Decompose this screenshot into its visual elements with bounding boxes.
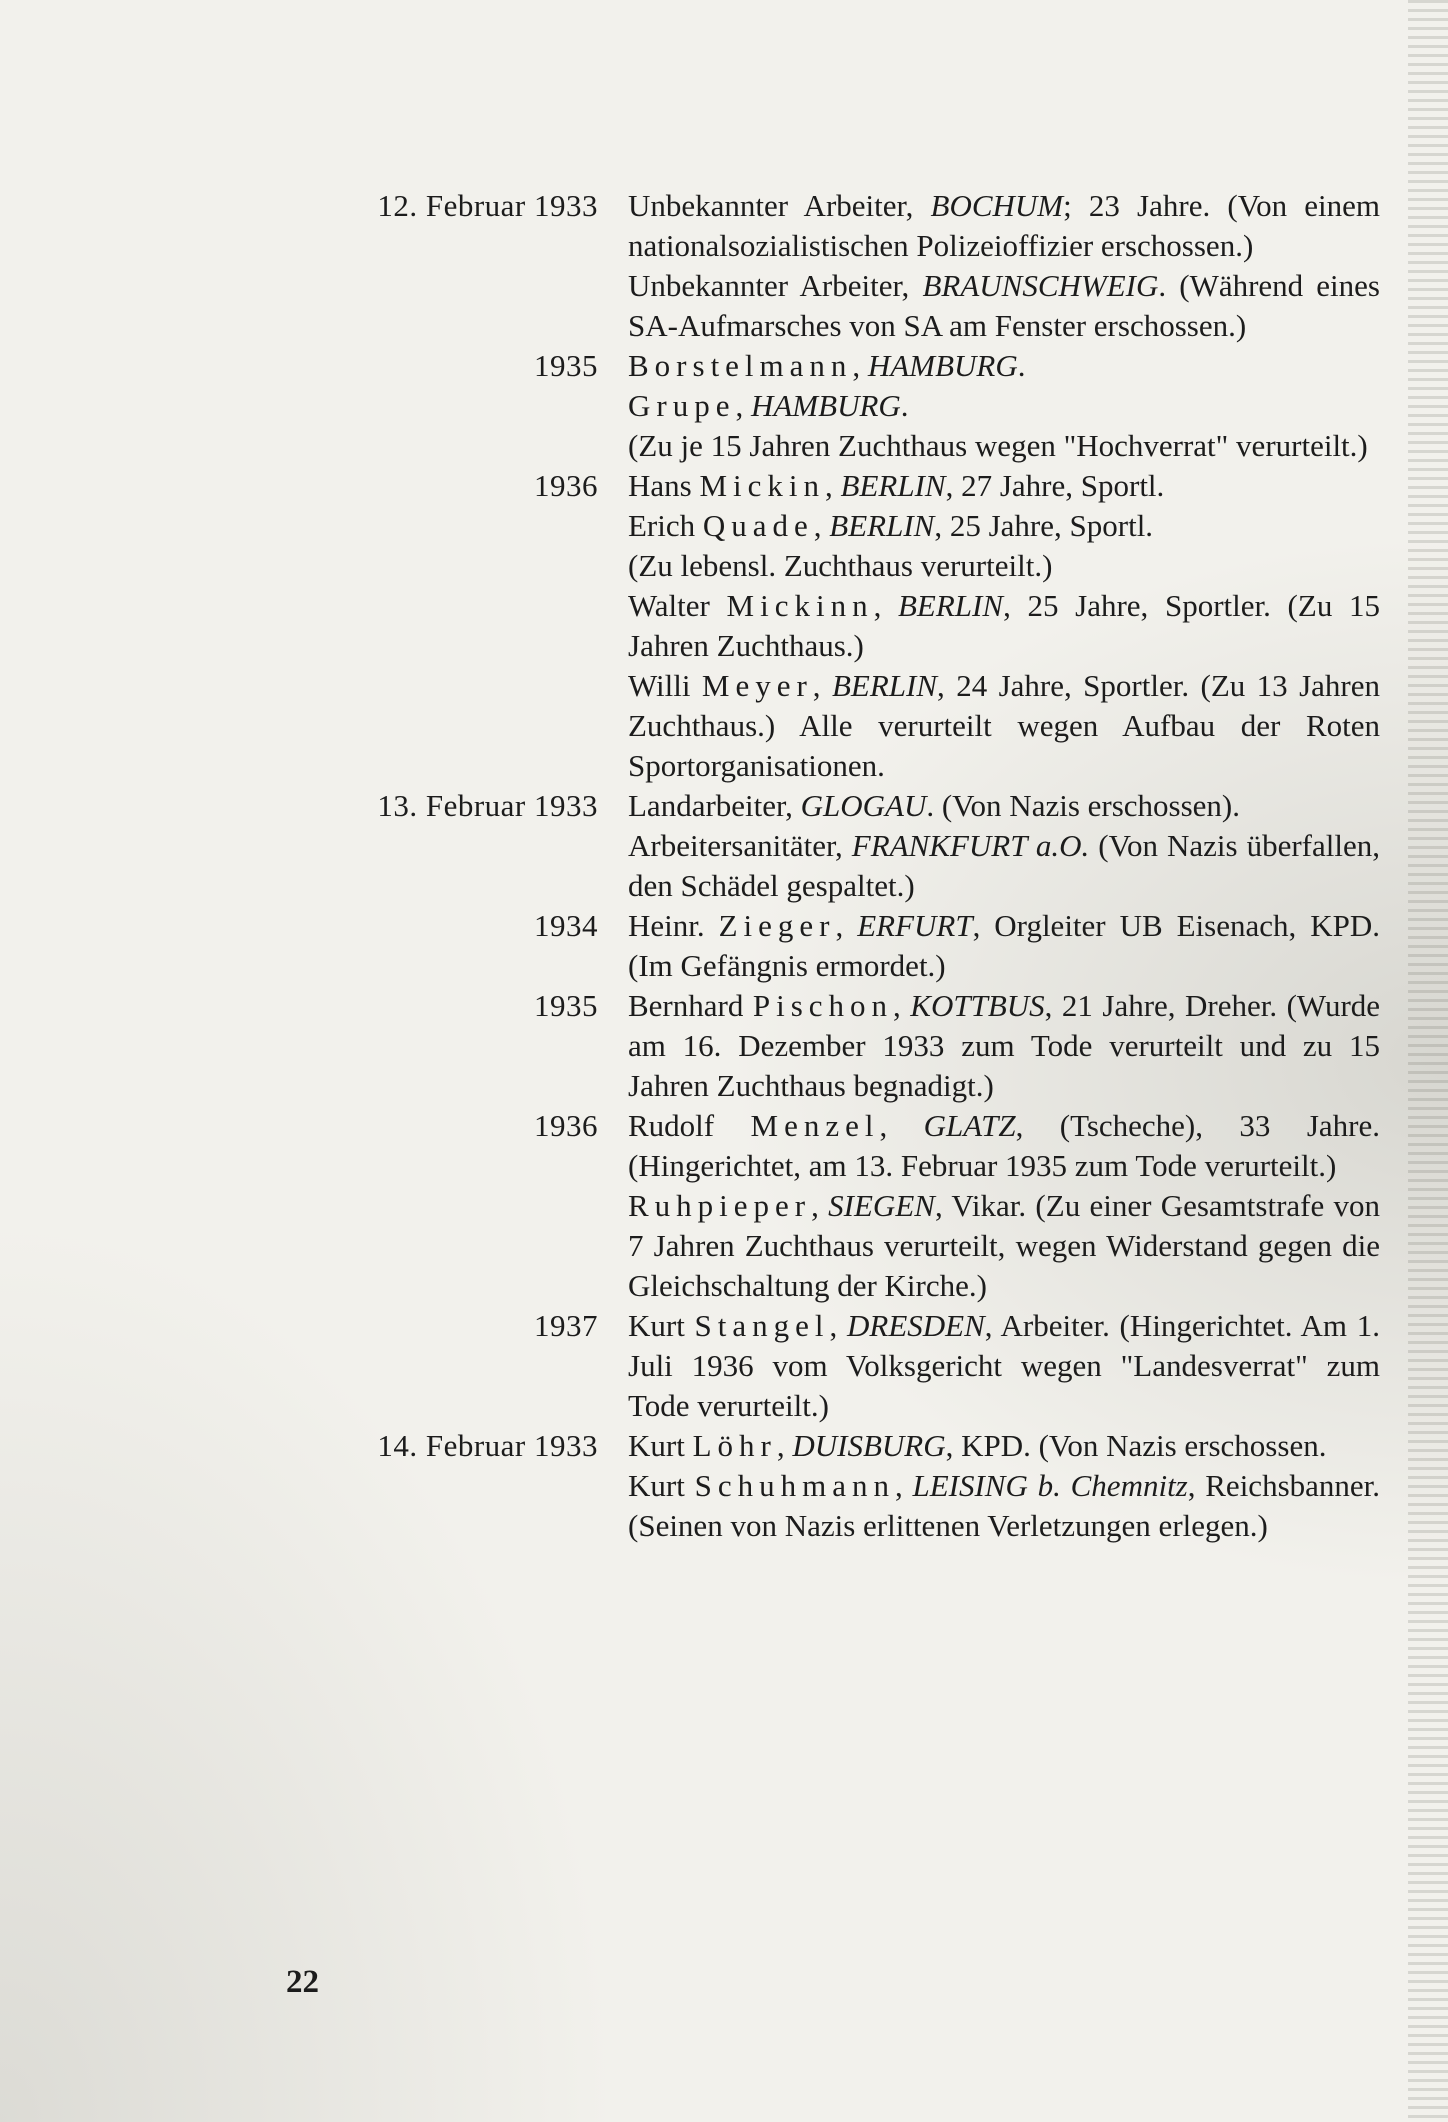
entry-date: 1935 [534,348,598,383]
text-run: , 27 Jahre, Sportl. [945,468,1165,503]
entry-text [628,466,1392,786]
text-run: Kurt [628,1468,695,1503]
text-run: . (Von Nazis erschossen). [926,788,1241,823]
entry-text [628,186,1392,346]
entry-paragraph [628,986,1380,1106]
entry-text [628,986,1392,1106]
text-run: , [776,1428,793,1463]
entry-text [628,906,1392,986]
chronology-entry [282,1306,1392,1426]
entry-paragraph [628,1466,1380,1546]
text-run: , [813,508,830,543]
person-name: Ruhpieper [628,1188,812,1223]
entry-paragraph [628,1186,1380,1306]
chronology-entry [282,906,1392,986]
entry-paragraph [628,266,1380,346]
text-run: , KPD. (Von Nazis erschossen. [945,1428,1327,1463]
text-run: . (Während eines SA-Aufmarsches von SA am Fenster erschossen.) [628,268,1380,343]
text-run: , [829,1308,847,1343]
place-name: ERFURT [857,908,973,943]
entry-date: 1935 [534,988,598,1023]
entry-paragraph [628,386,1380,426]
entry-date: 13. Februar 1933 [377,788,598,823]
place-name: BOCHUM [930,188,1064,223]
place-name: FRANKFURT a.O. [851,828,1090,863]
page-edge-shadow [1408,0,1448,2122]
text-run: Unbekannter Arbeiter, [628,268,923,303]
text-run: , Vikar. (Zu einer Gesamtstrafe von 7 Jahren Zuchthaus verurteilt, wegen Widerstand gegen die Gleichschaltung der Kirche.) [628,1188,1381,1303]
person-name: Stangel [694,1308,830,1343]
entry-paragraph [628,906,1380,986]
text-run: Unbekannter Arbeiter, [628,188,931,223]
text-run: , 24 Jahre, Sportler. (Zu 13 Jahren Zuchthaus.) Alle verurteilt wegen Aufbau der Roten Sportorganisationen. [628,668,1380,783]
chronology-entry [282,186,1392,346]
text-run: , Orgleiter UB Eisenach, KPD. (Im Gefängnis ermordet.) [628,908,1380,983]
text-run: (Von Nazis überfallen, den Schädel gespaltet.) [628,828,1380,903]
text-run: Walter [628,588,727,623]
text-run: . [900,388,909,423]
entry-date: 1936 [534,468,598,503]
entry-paragraph [628,346,1380,386]
place-name: HAMBURG [867,348,1018,383]
entry-text [628,786,1392,906]
entry-paragraph [628,1306,1380,1426]
entry-date: 1934 [534,908,598,943]
place-name: KOTTBUS [910,988,1045,1023]
entry-paragraph [628,506,1380,546]
entry-date: 1936 [534,1108,598,1143]
text-run: , [811,1188,829,1223]
chronology-entry [282,466,1392,786]
place-name: GLATZ [923,1108,1016,1143]
chronology-list [282,186,1392,1546]
entry-text [628,1306,1392,1426]
place-name: BERLIN [829,508,935,543]
entry-paragraph [628,546,1380,586]
text-run: Rudolf [628,1108,751,1143]
entry-date: 12. Februar 1933 [377,188,598,223]
person-name: Zieger [718,908,836,943]
place-name: BERLIN [840,468,946,503]
text-run: , 21 Jahre, Dreher. (Wurde am 16. Dezember 1933 zum Tode verurteilt und zu 15 Jahren Zuchthaus begnadigt.) [628,988,1381,1103]
entry-text [628,1426,1392,1546]
entry-paragraph [628,786,1380,826]
place-name: SIEGEN [828,1188,935,1223]
entry-paragraph [628,426,1380,466]
entry-paragraph [628,826,1380,906]
text-run: (Zu lebensl. Zuchthaus verurteilt.) [628,548,1053,583]
person-name: Schuhmann [694,1468,895,1503]
entry-date: 14. Februar 1933 [377,1428,598,1463]
place-name: LEISING b. Chemnitz [912,1468,1188,1503]
person-name: Mickinn [726,588,874,623]
entry-paragraph [628,586,1380,666]
entry-paragraph [628,186,1380,266]
place-name: DRESDEN [847,1308,985,1343]
text-run: , [894,1468,913,1503]
text-run: (Zu je 15 Jahren Zuchthaus wegen "Hochverrat" verurteilt.) [628,428,1368,463]
page-number: 22 [286,1964,319,2000]
text-run: , Arbeiter. (Hingerichtet. Am 1. Juli 1936 vom Volksgericht wegen "Landesverrat" zum Tode verurteilt.) [628,1308,1380,1423]
text-run: Hans [628,468,700,503]
text-run: , Reichsbanner. (Seinen von Nazis erlittenen Verletzungen erlegen.) [628,1468,1381,1543]
person-name: Borstelmann [628,348,853,383]
text-run: , [893,988,911,1023]
entry-paragraph [628,466,1380,506]
person-name: Grupe [628,388,736,423]
place-name: HAMBURG [750,388,901,423]
place-name: BRAUNSCHWEIG [922,268,1159,303]
text-run: Heinr. [628,908,719,943]
place-name: BERLIN [831,668,938,703]
entry-paragraph [628,1106,1380,1186]
chronology-entry [282,986,1392,1106]
text-run: , [873,588,898,623]
chronology-entry [282,1426,1392,1546]
person-name: Löhr [692,1428,777,1463]
entry-paragraph [628,1426,1380,1466]
text-run: Bernhard [628,988,753,1023]
text-run: , [825,468,841,503]
text-run: Kurt [628,1308,695,1343]
chronology-entry [282,346,1392,466]
entry-text [628,1106,1392,1306]
text-run: , [835,908,858,943]
entry-text [628,346,1392,466]
text-run: Arbeitersanitäter, [628,828,852,863]
person-name: Mickin [699,468,826,503]
text-run: , [879,1108,924,1143]
chronology-entry [282,786,1392,906]
person-name: Quade [702,508,814,543]
text-run: , [852,348,868,383]
text-run: Willi [628,668,702,703]
person-name: Menzel [750,1108,880,1143]
text-run: , [812,668,832,703]
text-run: . [1017,348,1026,383]
text-run: ; 23 Jahre. (Von einem nationalsozialistischen Polizeioffizier erschossen.) [628,188,1380,263]
chronology-entry [282,1106,1392,1306]
text-run: Landarbeiter, [628,788,801,823]
person-name: Pischon [752,988,894,1023]
place-name: GLOGAU [800,788,927,823]
text-run: Erich [628,508,703,543]
place-name: DUISBURG [792,1428,946,1463]
place-name: BERLIN [898,588,1004,623]
entry-paragraph [628,666,1380,786]
text-run: , (Tscheche), 33 Jahre. (Hingerichtet, am 13. Februar 1935 zum Tode verurteilt.) [628,1108,1380,1183]
text-run: , [735,388,751,423]
text-run: , 25 Jahre, Sportler. (Zu 15 Jahren Zuchthaus.) [628,588,1380,663]
text-run: Kurt [628,1428,693,1463]
text-run: , 25 Jahre, Sportl. [934,508,1154,543]
person-name: Meyer [701,668,813,703]
entry-date: 1937 [534,1308,598,1343]
